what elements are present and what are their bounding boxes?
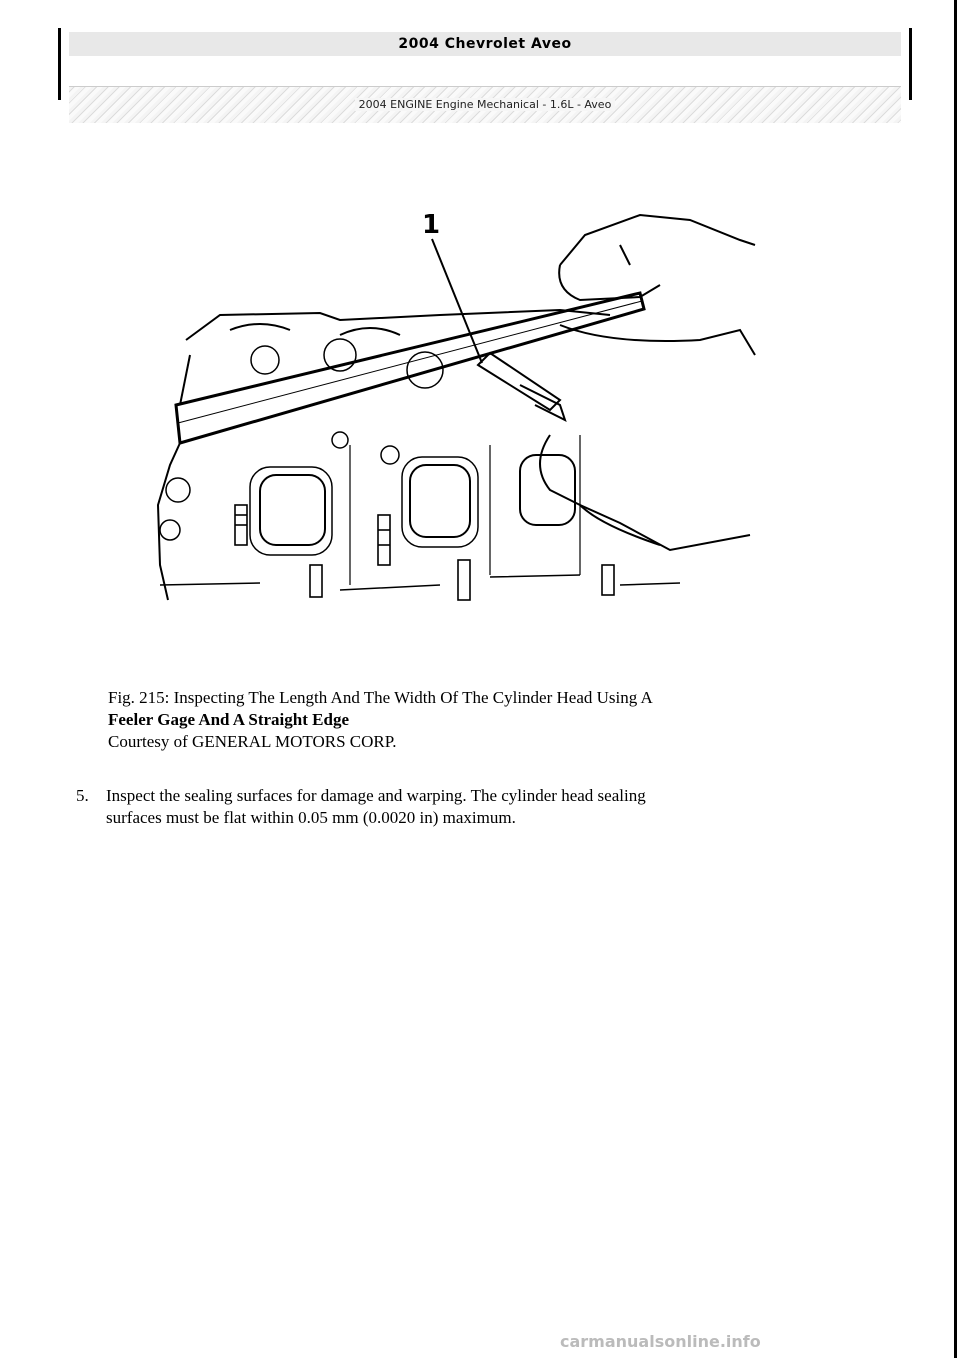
port-2 [410,465,470,537]
cylinder-head-illustration [140,205,760,605]
hand-top [560,215,755,265]
caption-line-2: Feeler Gage And A Straight Edge [108,710,349,729]
caption-courtesy: Courtesy of GENERAL MOTORS CORP. [108,732,397,751]
header-title: 2004 Chevrolet Aveo [69,32,901,56]
hand-right [560,325,755,355]
header-subtitle-bar [69,86,901,123]
feeler-gage [478,353,560,410]
step-line-2: surfaces must be flat within 0.05 mm (0.0020 in) maximum. [106,808,516,827]
step-line-1: Inspect the sealing surfaces for damage and warping. The cylinder head sealing [106,786,646,805]
step-text [106,785,846,829]
callout-1-label: 1 [422,210,441,240]
step-number: 5. [76,786,89,805]
cylinder-head-outline [158,443,180,600]
port-1 [260,475,325,545]
page-edge-rule [954,0,957,1358]
document-header [58,28,912,111]
caption-line-1: Fig. 215: Inspecting The Length And The Width Of The Cylinder Head Using A [108,688,653,707]
watermark: carmanualsonline.info [560,1332,761,1351]
callout-1-leader [432,239,482,363]
figure-caption [108,687,888,753]
port-3 [520,455,575,525]
header-subtitle: 2004 ENGINE Engine Mechanical - 1.6L - Aveo [355,98,616,111]
